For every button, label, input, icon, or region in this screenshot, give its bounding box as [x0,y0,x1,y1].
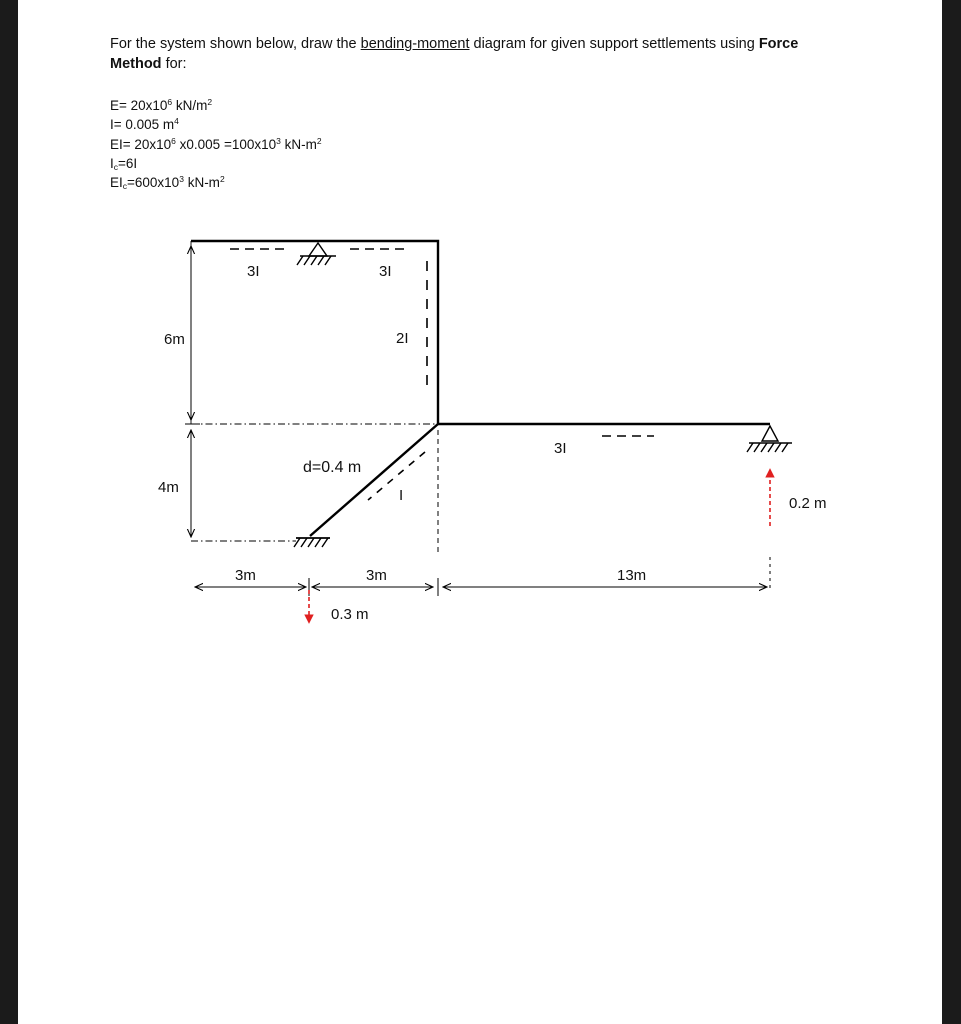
prop-E: $E= 20x10^6$ $kN/m^2$ [110,97,213,113]
bottom-fibre-dashes [230,249,654,500]
frame-members [191,241,770,536]
label-span-left: 3m [235,567,256,584]
prop-I: I= 0.005 $m^4$ [110,116,179,133]
method-bold: Method [110,56,162,72]
inclined-member [310,424,438,536]
label-top-left-inertia: 3I [247,263,260,280]
label-inclined-inertia: I [399,487,404,504]
reference-lines [191,424,770,588]
force-bold: Force [758,36,799,52]
horizontal-dimensions [195,578,767,596]
label-settlement-bottom: 0.3 m [331,606,369,623]
label-span-right: 13m [617,567,647,584]
label-span-middle: 3m [366,567,387,584]
label-right-column-inertia: 2I [396,330,409,347]
prop-EIc: $EI_c=600x10^3$ $kN-m^2$ [110,174,225,192]
problem-text-after: for: [161,56,187,72]
vertical-dimensions [185,246,200,537]
label-height-upper: 6m [164,331,185,348]
pin-support-top-icon [297,243,336,265]
prop-EI: $EI= 20x10^6$ $x0.005 =100x10^3$ $kN-m^2$ [110,135,322,152]
label-right-beam-inertia: 3I [554,440,567,457]
problem-text: For the system shown below, draw the [110,36,361,52]
label-height-lower: 4m [158,479,179,496]
label-settlement-right: 0.2 m [789,495,827,512]
pin-support-right-icon [747,426,792,452]
fixed-support-bottom-icon [294,538,330,547]
settlement-arrows [309,470,770,622]
problem-text-middle: diagram for given support settlements using [469,36,759,52]
bending-moment-link[interactable]: bending-moment [360,36,470,52]
label-top-right-inertia: 3I [379,263,392,280]
prop-Ic: $I_c=6I$ [110,155,138,172]
label-settlement-inclined: d=0.4 m [303,459,362,476]
